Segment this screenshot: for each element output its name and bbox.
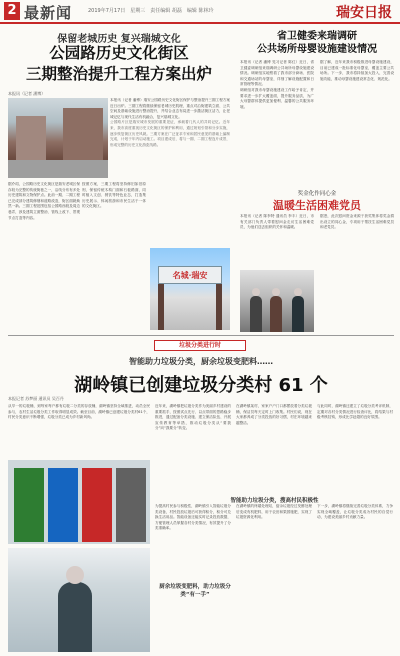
article1-paragraph: 按照方案，三期工程将坚持修旧如旧原则，保留传统木构门面和石板路面，同时植入文创、餐饮等特色业态，打造集历史展示、休闲旅游和市民生活于一体的文化街区。: [82, 182, 146, 209]
article2-column-1: [240, 60, 314, 185]
street-photo: [8, 98, 108, 178]
article4-subheading-2: 厨余垃圾变肥料，助力垃圾分类“有一手”: [159, 584, 231, 598]
article1-paragraph: 公园路片区是瑞安城市发展的重要见证，承载着几代人的共同记忆。近年来，我市高度重视历史文化街区的保护和利用，通过规划引领和分步实施，逐步恢复街区历史风貌。三期方案在广泛征求专家和居民意见的基础上编制完成，计划于年内启动施工。项目建成后，将与一期、二期工程连片成景，形成完整的历史文化游览线路。: [110, 120, 230, 147]
article4-subheading-1: 智能助力垃圾分类，搜高村民积极性: [230, 498, 319, 504]
article2-paragraph: 本报讯（记者 潘博 见习记者 陈红）近日，省卫健委调研组来瑞调研公共场所母婴设施建设情况。调研组实地察看了我市部分商场、医院和交通场站的母婴室，详细了解设施配置和日常管理等情况。: [240, 60, 314, 87]
article3-kicker: 奖金化作同心金: [297, 191, 337, 197]
issue-editor: 责任编辑 胡磊: [150, 8, 182, 14]
article4-paragraph: 为提高村民参与积极性，湖岭镇引入智能垃圾分类设备，村民投放垃圾后可获得积分，积分可兑换生活用品。智能设备还能实时记录投放数据，方便管理人员掌握各村分类情况，有效提升了分类准确率。: [155, 504, 231, 531]
photo-person-head: [252, 288, 260, 296]
article2-paragraph: 据了解，近年来我市积极推进母婴设施建设，目前已建成一批标准化母婴室，覆盖主要公共场所。下一步，我市将持续加大投入，完善设施功能，推动母婴设施建设常态化、规范化。: [320, 60, 394, 81]
article1-title-line1: 公园路历史文化街区: [49, 44, 189, 62]
photo-person-head: [66, 566, 84, 584]
photo-bin: [116, 468, 146, 542]
article4-lead: [8, 404, 150, 456]
photo-building: [63, 108, 103, 168]
article4-paragraph: 在湖岭镇的终端处理站，厨余垃圾经过发酵处理后变成有机肥料，用于农田和果园施肥，实现了垃圾资源化利用。: [236, 504, 312, 520]
article3-column-1: [240, 214, 314, 270]
article3-title: 温暖生活困难党员: [273, 199, 361, 212]
photo-person: [250, 296, 262, 332]
gate-sign: 名城·瑞安: [158, 266, 222, 284]
article1-kicker: 保留老城历史 复兴瑞城文化: [57, 34, 181, 45]
article2-paragraph: 调研组对我市母婴设施建设工作给予肯定，并要求进一步扩大覆盖面，提升服务品质，为广大母婴群体提供更加便利、温馨的公共服务环境。: [240, 87, 314, 109]
article3-column-2: [320, 214, 394, 332]
issue-designer: 编辑 陈林玲: [186, 8, 214, 14]
article3-paragraph: 本报讯（记者 陈李特 通讯员 李丰）近日，市有关部门负责人带着慰问金走访生活困难党员，为他们送去组织的关怀和温暖。: [240, 214, 314, 230]
masthead-logo: 瑞安日报: [336, 5, 392, 21]
article4-paragraph: 在湖岭镇某村，家家户户门口都摆放着分类垃圾桶，保洁员每天定时上门收集。村民们说，现在大家都养成了分类投放的好习惯，村庄环境越来越整洁。: [236, 404, 312, 425]
article1-paragraph: 据介绍，公园路历史文化街区是瑞安老城区保存较为完整的传统街巷之一，沿线分布有多处历史建筑和文物保护点。此前一期、二期工程已完成部分建筑修缮和道路改造，街区面貌焕然一新。三期工程范围包括公园路西段及周边巷弄，涉及建筑立面整治、管线上改下、景观节点打造等内容。: [8, 182, 80, 220]
photo-person-head: [272, 288, 280, 296]
article4-paragraph: 从早一的垃圾桶，到每家每户都有垃圾二分类的存放桶，湖岭镇坚持全域推进，动员全民参与，农村生活垃圾分类工作取得明显成效。截至目前，湖岭镇已创建垃圾分类村61个，村民分类意识不断增强，垃圾分类已成为乡村新风尚。: [8, 404, 150, 420]
gate-post: [216, 284, 222, 330]
visit-photo: [240, 270, 314, 332]
article2-title-line2: 公共场所母婴设施建设情况: [257, 44, 377, 55]
article1-paragraph: 本报讯（记者 潘博）瑞安公园路历史文化街区保护与整治提升三期工程方案近日出炉。三期工程将继续保留老城历史肌理，重点对沿街建筑立面、公共空间及基础设施进行整治提升，并结合业态布局进一步激活街区活力，让老城记忆与现代生活有机融合，复兴瑞城文化。: [110, 98, 230, 119]
article1-column-1: [8, 182, 80, 332]
section-divider: [8, 335, 394, 336]
issue-date: 2019年7月17日: [88, 8, 126, 14]
article1-column-2: [82, 182, 146, 332]
section-title: 最新闻: [24, 4, 73, 22]
article1-title-line2: 三期整治提升工程方案出炉: [25, 65, 212, 83]
photo-building: [16, 116, 46, 166]
article4-badge: 垃圾分类进行时: [154, 340, 246, 351]
article4-column-6: [317, 504, 393, 654]
article4-paragraph: 下一步，湖岭镇将继续完善垃圾分类体系，力争实现全域覆盖，让垃圾分类成为村民的自觉行动，为建设美丽乡村贡献力量。: [317, 504, 393, 520]
article4-kicker: 智能助力垃圾分类，厨余垃圾变肥料……: [129, 357, 273, 366]
photo-person: [58, 582, 92, 652]
photo-person-head: [294, 288, 302, 296]
article4-byline: 本报记者 苏梦丽 通讯员 吴百丹: [8, 396, 64, 401]
article4-column-2: [236, 404, 312, 494]
page-number: 2: [4, 2, 20, 20]
gate-post: [158, 284, 164, 330]
issue-weekday: 星期三: [130, 8, 146, 14]
article3-paragraph: 据悉，此次慰问资金来源于获奖集体将奖金捐出设立的同心金，专项用于帮扶生活困难党员和老党员。: [320, 214, 394, 230]
article2-title: [240, 30, 394, 56]
article4-paragraph: 近年来，湖岭镇把垃圾分类作为美丽乡村建设的重要抓手，按照试点先行、以点带面的思路稳步推进，通过配备分类设施、建立保洁队伍、开展宣传教育等举措，推动垃圾分类从“要我分”向“我要分”转变。: [155, 404, 231, 431]
photo-person: [270, 296, 282, 332]
article4-column-3: [317, 404, 393, 494]
article4-column-5: [236, 504, 312, 654]
article1-byline: 本报讯（记者 潘博）: [8, 91, 46, 96]
article4-title: 湖岭镇已创建垃圾分类村 61 个: [74, 375, 328, 396]
article4-column-1: [155, 404, 231, 494]
recycling-bins-photo: [8, 460, 150, 544]
article4-column-4: [155, 504, 231, 578]
villager-photo: [8, 548, 150, 652]
article2-title-line1: 省卫健委来瑞调研: [277, 31, 357, 42]
article1-title: [8, 43, 230, 85]
article2-column-2: [320, 60, 394, 185]
issue-meta: [88, 7, 213, 14]
photo-bin: [82, 468, 112, 542]
photo-road: [8, 160, 108, 178]
photo-bin: [48, 468, 78, 542]
photo-person: [292, 296, 304, 332]
page-header: [0, 0, 400, 24]
article4-paragraph: 与此同时，湖岭镇还建立了垃圾分类考评机制，定期对各村分类情况进行检查评比，将结果与村级考核挂钩，形成比学赶超的良好氛围。: [317, 404, 393, 420]
street-gate-photo: [150, 248, 230, 330]
photo-bin: [14, 468, 44, 542]
